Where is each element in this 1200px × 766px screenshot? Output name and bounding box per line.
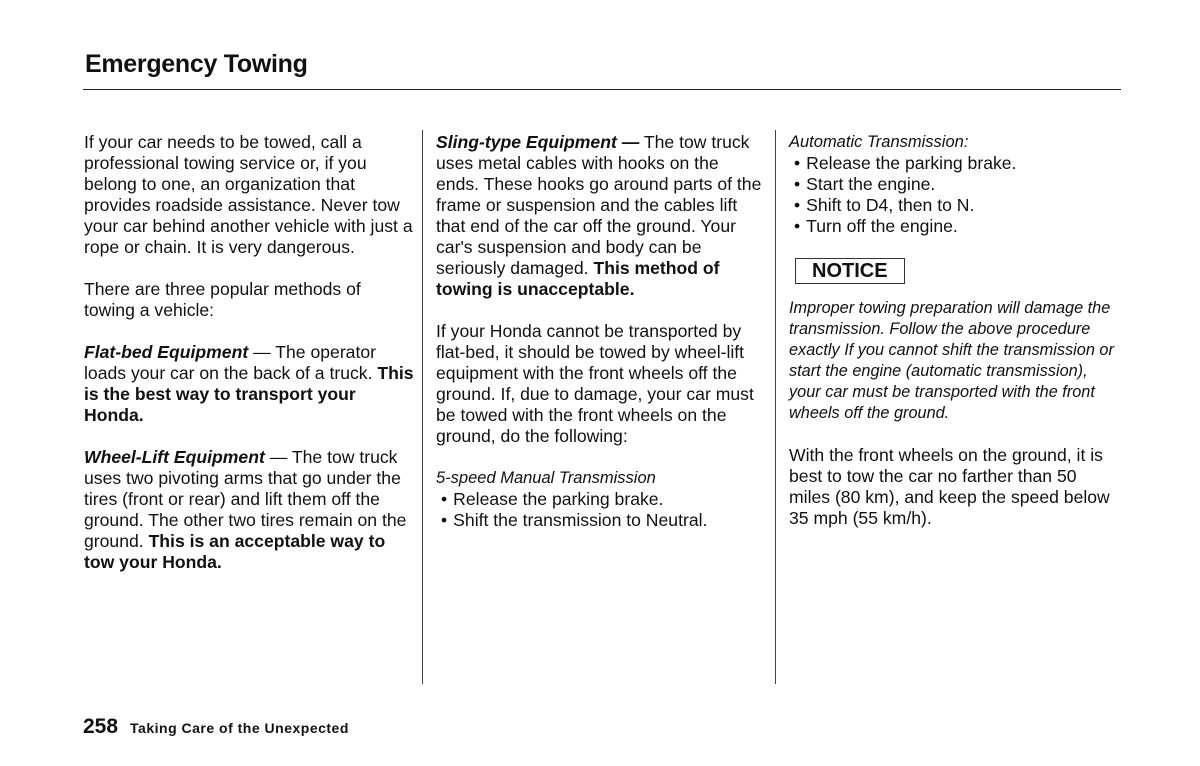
automatic-transmission-heading: Automatic Transmission: bbox=[789, 133, 969, 151]
notice-paragraph: Improper towing preparation will damage the transmission. Follow the above procedure exactly If you cannot shift the transmission or start the engine (automatic transmission), your car must be transported with the front wheels off the ground. bbox=[789, 299, 1114, 422]
distance-paragraph: With the front wheels on the ground, it is best to tow the car no farther than 50 miles (80 km), and keep the speed below 35 mph (55 km/h). bbox=[789, 445, 1110, 528]
sling-bold: This method of towing is unacceptable. bbox=[436, 258, 720, 299]
wheellift-lead: Wheel-Lift Equipment bbox=[84, 447, 265, 467]
column-left bbox=[84, 132, 414, 573]
methods-intro-paragraph: There are three popular methods of towing a vehicle: bbox=[84, 279, 361, 320]
flatbed-bold: This is the best way to transport your Honda. bbox=[84, 363, 414, 425]
list-item: • Turn off the engine. bbox=[789, 216, 1121, 237]
list-item: • Release the parking brake. bbox=[789, 153, 1121, 174]
manual-transmission-heading: 5-speed Manual Transmission bbox=[436, 469, 656, 487]
automatic-steps-list bbox=[789, 153, 1121, 237]
flatbed-lead: Flat-bed Equipment bbox=[84, 342, 249, 362]
title-divider bbox=[83, 89, 1121, 90]
flatbed-text: — The operator loads your car on the back of a truck. bbox=[84, 342, 378, 383]
sling-text: The tow truck uses metal cables with hooks on the ends. These hooks go around parts of the frame or suspension and the cables lift that end of the car off the ground. Your car's suspension and body can be seriously damaged. bbox=[436, 132, 762, 278]
list-item: • Start the engine. bbox=[789, 174, 1121, 195]
sling-paragraph bbox=[436, 132, 764, 300]
list-item: • Shift to D4, then to N. bbox=[789, 195, 1121, 216]
page-footer bbox=[83, 715, 349, 739]
notice-badge: NOTICE bbox=[795, 258, 905, 284]
wheellift-paragraph bbox=[84, 447, 414, 573]
transport-paragraph: If your Honda cannot be transported by flat-bed, it should be towed by wheel-lift equipment with the front wheels off the ground. If, due to damage, your car must be towed with the front wheels on the ground, do the following: bbox=[436, 321, 754, 446]
section-name: Taking Care of the Unexpected bbox=[130, 720, 349, 736]
page-number: 258 bbox=[83, 715, 119, 738]
list-item: • Release the parking brake. bbox=[436, 489, 764, 510]
sling-lead: Sling-type Equipment — bbox=[436, 132, 640, 152]
column-right bbox=[789, 132, 1121, 529]
wheellift-bold: This is an acceptable way to tow your Honda. bbox=[84, 531, 386, 572]
flatbed-paragraph bbox=[84, 342, 414, 426]
list-item: • Shift the transmission to Neutral. bbox=[436, 510, 764, 531]
intro-paragraph: If your car needs to be towed, call a professional towing service or, if you belong to one, an organization that provides roadside assistance. Never tow your car behind another vehicle with just a rope or chain. It is very dangerous. bbox=[84, 132, 413, 257]
column-middle bbox=[436, 132, 764, 531]
column-divider-2 bbox=[775, 130, 776, 684]
column-divider-1 bbox=[422, 130, 423, 684]
manual-steps-list bbox=[436, 489, 764, 531]
wheellift-text: — The tow truck uses two pivoting arms that go under the tires (front or rear) and lift them off the ground. The other two tires remain on the ground. bbox=[84, 447, 407, 551]
page-title: Emergency Towing bbox=[85, 50, 308, 78]
